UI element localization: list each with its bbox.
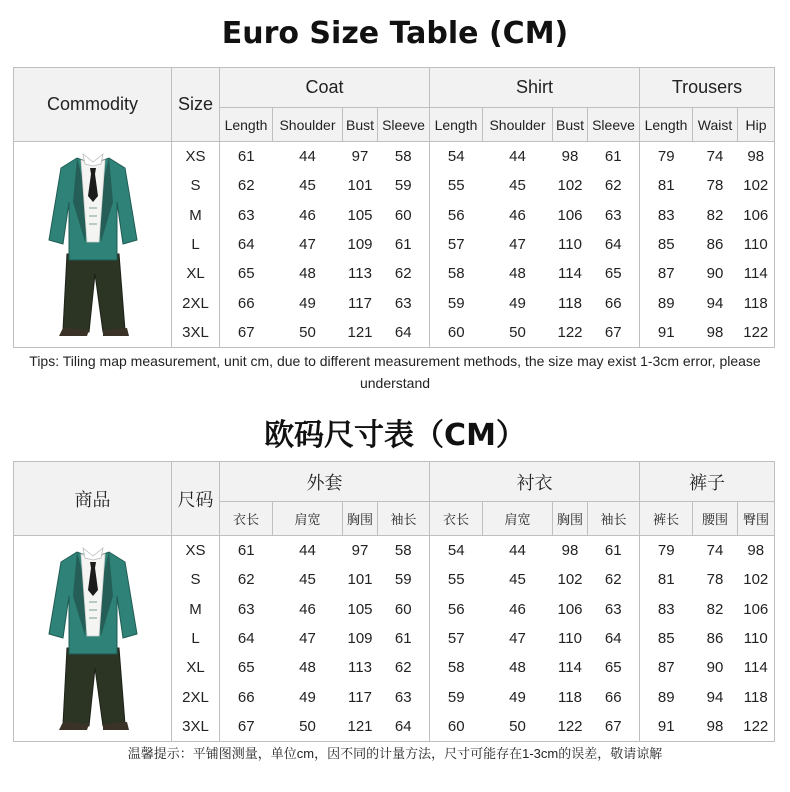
size-label: 3XL [172,712,220,741]
measurement-cell: 98 [738,536,775,565]
measurement-cell: 87 [640,259,693,288]
shirt-sleeve-header: 袖长 [588,502,640,536]
size-table-english [13,67,775,348]
measurement-cell: 58 [430,259,483,288]
measurement-cell: 49 [299,294,316,312]
measurement-cell: 106 [738,594,775,623]
measurement-cell: 44 [299,541,316,559]
costume-illustration [33,536,153,736]
measurement-cell: 49 [299,688,316,706]
measurement-cell: 62 [378,653,430,682]
measurement-cell: 89 [640,289,693,318]
measurement-cell: 118 [558,688,582,706]
measurement-cell: 82 [706,600,724,618]
shirt-header: Shirt [430,68,640,108]
trousers-waist-header: 腰围 [693,502,738,536]
euro-size-title: Euro Size Table (CM) [221,16,569,51]
measurement-cell: 67 [220,712,273,741]
measurement-cell: 64 [220,230,273,259]
measurement-cell: 98 [561,147,579,165]
measurement-cell: 58 [378,142,430,171]
measurement-cell: 101 [347,571,373,589]
shirt-header: 衬衣 [430,462,640,502]
product-image [14,142,172,348]
measurement-cell: 59 [430,289,483,318]
size-label: XL [172,653,220,682]
measurement-cell: 62 [588,565,640,594]
costume-illustration [33,142,153,342]
measurement-cell: 65 [220,259,273,288]
trousers-length-header: 裤长 [640,502,693,536]
shirt-bust-header: 胸围 [553,502,588,536]
measurement-cell: 49 [509,294,526,312]
trousers-length-header: Length [640,108,693,142]
measurement-cell: 64 [220,624,273,653]
measurement-cell: 106 [738,200,775,229]
coat-sleeve-header: Sleeve [378,108,430,142]
measurement-cell: 48 [299,265,316,283]
measurement-cell: 64 [588,230,640,259]
measurement-cell: 89 [640,683,693,712]
size-label: S [172,171,220,200]
measurement-cell: 56 [430,200,483,229]
measurement-cell: 74 [706,541,724,559]
measurement-cell: 110 [558,235,582,253]
tips-note: Tips: Tiling map measurement, unit cm, due to different measurement methods, the size may exist 1-3cm error, please understand [29,353,761,391]
measurement-cell: 61 [378,230,430,259]
measurement-cell: 49 [509,688,526,706]
measurement-cell: 90 [706,659,724,677]
measurement-cell: 57 [430,230,483,259]
shirt-shoulder-header: Shoulder [483,108,553,142]
measurement-cell: 98 [561,541,579,559]
measurement-cell: 121 [343,318,378,347]
measurement-cell: 48 [509,659,526,677]
measurement-cell: 66 [220,289,273,318]
measurement-cell: 64 [588,624,640,653]
measurement-cell: 62 [588,171,640,200]
measurement-cell: 109 [347,629,373,647]
measurement-cell: 122 [553,712,588,741]
trousers-header: Trousers [640,68,775,108]
size-row [14,142,775,171]
size-label: M [172,594,220,623]
commodity-header: 商品 [14,462,172,536]
measurement-cell: 54 [430,142,483,171]
measurement-cell: 62 [220,171,273,200]
measurement-cell: 122 [553,318,588,347]
measurement-cell: 50 [483,712,553,741]
measurement-cell: 64 [378,318,430,347]
measurement-cell: 98 [693,318,738,347]
measurement-cell: 97 [351,147,369,165]
size-label: XS [172,142,220,171]
measurement-cell: 86 [706,235,724,253]
size-label: 2XL [172,683,220,712]
measurement-cell: 50 [273,318,343,347]
measurement-cell: 61 [588,536,640,565]
measurement-cell: 56 [430,594,483,623]
measurement-cell: 105 [347,206,373,224]
measurement-cell: 118 [738,683,775,712]
commodity-header: Commodity [14,68,172,142]
measurement-cell: 65 [220,653,273,682]
measurement-cell: 91 [640,712,693,741]
measurement-cell: 122 [738,318,775,347]
coat-bust-header: 胸围 [343,502,378,536]
measurement-cell: 61 [588,142,640,171]
header-group-row [14,68,775,108]
size-table-chinese [13,461,775,742]
measurement-cell: 113 [348,659,372,677]
measurement-cell: 60 [378,200,430,229]
measurement-cell: 98 [738,142,775,171]
size-label: L [172,230,220,259]
measurement-cell: 78 [706,177,724,195]
measurement-cell: 106 [557,600,583,618]
measurement-cell: 85 [640,624,693,653]
measurement-cell: 47 [509,235,526,253]
measurement-cell: 110 [738,230,775,259]
trousers-hip-header: 臀围 [738,502,775,536]
coat-length-header: 衣长 [220,502,273,536]
measurement-cell: 66 [220,683,273,712]
size-label: XL [172,259,220,288]
measurement-cell: 82 [706,206,724,224]
coat-sleeve-header: 袖长 [378,502,430,536]
measurement-cell: 83 [640,200,693,229]
measurement-cell: 87 [640,653,693,682]
measurement-cell: 114 [558,659,582,677]
measurement-cell: 74 [706,147,724,165]
measurement-cell: 101 [347,177,373,195]
measurement-cell: 63 [588,200,640,229]
measurement-cell: 98 [693,712,738,741]
size-header: 尺码 [172,462,220,536]
measurement-cell: 109 [347,235,373,253]
measurement-cell: 67 [220,318,273,347]
coat-header: 外套 [220,462,430,502]
measurement-cell: 78 [706,571,724,589]
measurement-cell: 105 [347,600,373,618]
header-group-row [14,462,775,502]
size-label: L [172,624,220,653]
measurement-cell: 117 [348,688,372,706]
shirt-length-header: Length [430,108,483,142]
size-header: Size [172,68,220,142]
measurement-cell: 114 [558,265,582,283]
measurement-cell: 58 [430,653,483,682]
measurement-cell: 44 [509,541,526,559]
coat-header: Coat [220,68,430,108]
measurement-cell: 79 [640,536,693,565]
trousers-hip-header: Hip [738,108,775,142]
measurement-cell: 86 [706,629,724,647]
measurement-cell: 122 [738,712,775,741]
measurement-cell: 65 [588,259,640,288]
coat-shoulder-header: Shoulder [273,108,343,142]
measurement-cell: 57 [430,624,483,653]
size-label: 3XL [172,318,220,347]
measurement-cell: 46 [509,206,526,224]
measurement-cell: 60 [430,712,483,741]
measurement-cell: 48 [299,659,316,677]
measurement-cell: 61 [378,624,430,653]
measurement-cell: 66 [588,683,640,712]
measurement-cell: 59 [430,683,483,712]
measurement-cell: 61 [220,536,273,565]
size-label: M [172,200,220,229]
measurement-cell: 91 [640,318,693,347]
tips-note-cn: 温馨提示：平铺图测量，单位cm，因不同的计量方法，尺寸可能存在1-3cm的误差，敬请谅解 [127,746,663,761]
shirt-bust-header: Bust [553,108,588,142]
measurement-cell: 106 [557,206,583,224]
measurement-cell: 58 [378,536,430,565]
measurement-cell: 114 [738,653,775,682]
measurement-cell: 85 [640,230,693,259]
cn-size-title: 欧码尺寸表（CM） [264,418,526,453]
measurement-cell: 62 [378,259,430,288]
measurement-cell: 55 [430,565,483,594]
measurement-cell: 65 [588,653,640,682]
measurement-cell: 81 [640,171,693,200]
shirt-length-header: 衣长 [430,502,483,536]
measurement-cell: 46 [299,600,316,618]
measurement-cell: 44 [299,147,316,165]
coat-shoulder-header: 肩宽 [273,502,343,536]
trousers-waist-header: Waist [693,108,738,142]
measurement-cell: 102 [557,571,583,589]
measurement-cell: 79 [640,142,693,171]
measurement-cell: 97 [351,541,369,559]
measurement-cell: 102 [557,177,583,195]
measurement-cell: 46 [299,206,316,224]
measurement-cell: 81 [640,565,693,594]
coat-length-header: Length [220,108,273,142]
measurement-cell: 60 [378,594,430,623]
product-image [14,536,172,742]
measurement-cell: 66 [588,289,640,318]
shirt-shoulder-header: 肩宽 [483,502,553,536]
measurement-cell: 117 [348,294,372,312]
measurement-cell: 63 [378,289,430,318]
trousers-header: 裤子 [640,462,775,502]
measurement-cell: 63 [378,683,430,712]
measurement-cell: 45 [299,177,316,195]
measurement-cell: 59 [378,171,430,200]
size-row [14,536,775,565]
measurement-cell: 59 [378,565,430,594]
measurement-cell: 45 [299,571,316,589]
measurement-cell: 60 [430,318,483,347]
measurement-cell: 110 [738,624,775,653]
measurement-cell: 121 [343,712,378,741]
size-label: XS [172,536,220,565]
measurement-cell: 63 [588,594,640,623]
coat-bust-header: Bust [343,108,378,142]
measurement-cell: 114 [738,259,775,288]
measurement-cell: 50 [483,318,553,347]
shirt-sleeve-header: Sleeve [588,108,640,142]
measurement-cell: 67 [588,712,640,741]
measurement-cell: 94 [706,294,724,312]
measurement-cell: 102 [738,565,775,594]
measurement-cell: 63 [220,200,273,229]
measurement-cell: 54 [430,536,483,565]
measurement-cell: 62 [220,565,273,594]
measurement-cell: 94 [706,688,724,706]
measurement-cell: 46 [509,600,526,618]
size-label: 2XL [172,289,220,318]
measurement-cell: 48 [509,265,526,283]
measurement-cell: 61 [220,142,273,171]
size-label: S [172,565,220,594]
measurement-cell: 67 [588,318,640,347]
measurement-cell: 90 [706,265,724,283]
measurement-cell: 45 [509,177,526,195]
measurement-cell: 118 [738,289,775,318]
measurement-cell: 102 [738,171,775,200]
measurement-cell: 44 [509,147,526,165]
measurement-cell: 64 [378,712,430,741]
measurement-cell: 83 [640,594,693,623]
measurement-cell: 63 [220,594,273,623]
measurement-cell: 45 [509,571,526,589]
measurement-cell: 113 [348,265,372,283]
measurement-cell: 47 [299,629,316,647]
measurement-cell: 118 [558,294,582,312]
measurement-cell: 47 [509,629,526,647]
measurement-cell: 55 [430,171,483,200]
measurement-cell: 47 [299,235,316,253]
measurement-cell: 110 [558,629,582,647]
measurement-cell: 50 [273,712,343,741]
